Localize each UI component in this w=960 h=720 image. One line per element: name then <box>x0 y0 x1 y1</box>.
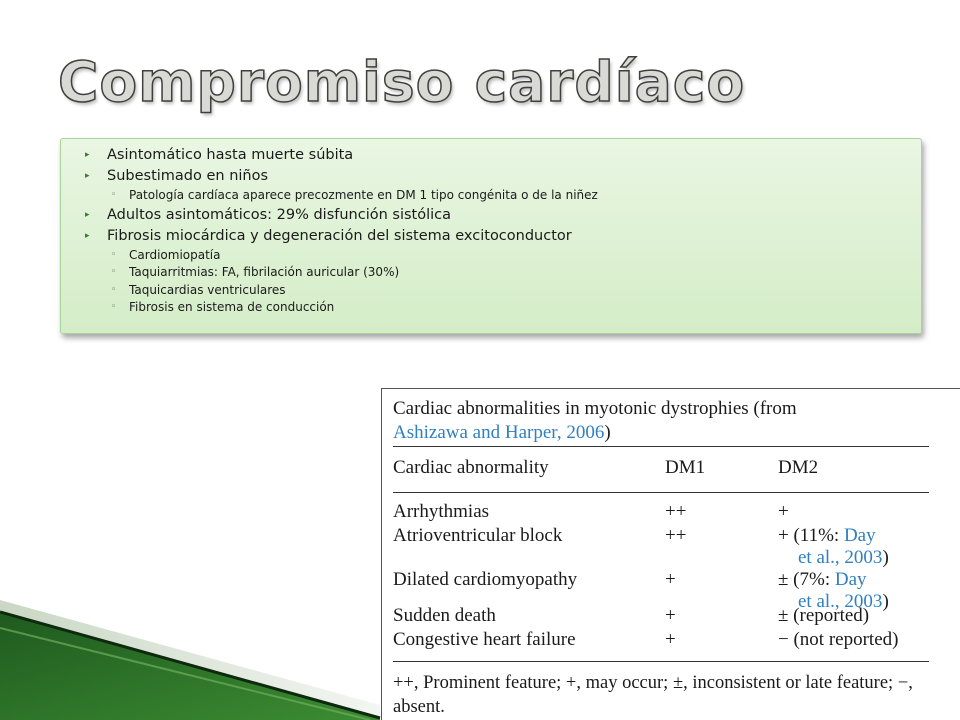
dm2-value: + <box>778 501 789 522</box>
sub-bullet-item <box>83 264 921 282</box>
table-title-close: ) <box>604 422 611 443</box>
table-cell-abnormality: Sudden death <box>393 605 496 626</box>
table-title-text: Cardiac abnormalities in myotonic dystrophies (from <box>393 398 797 419</box>
table-cell-dm2 <box>778 629 898 651</box>
dm2-value: ± (7%: <box>778 569 835 590</box>
bullet-text: Fibrosis en sistema de conducción <box>129 300 335 314</box>
table-cell-dm1: ++ <box>665 525 687 546</box>
dm2-value: − (not reported) <box>778 629 899 650</box>
table-cell-dm2 <box>778 569 867 591</box>
table-cell-abnormality: Dilated cardiomyopathy <box>393 569 578 590</box>
sub-bullet-item <box>83 282 921 300</box>
circle-bullet-icon: ◦ <box>111 249 117 260</box>
table-cell-dm2 <box>778 525 876 547</box>
table-rule-bottom <box>393 661 929 662</box>
slide-title: Compromiso cardíaco <box>58 50 746 114</box>
table-cell-abnormality: Arrhythmias <box>393 501 490 522</box>
table-cell-dm2 <box>778 501 789 523</box>
column-header-dm2: DM2 <box>778 457 819 478</box>
table-cell-dm2 <box>778 605 869 627</box>
column-header-dm1: DM1 <box>665 457 706 478</box>
table-footnote: ++, Prominent feature; +, may occur; ±, inconsistent or late feature; −, absent. <box>393 673 913 717</box>
triangle-bullet-icon: ▸ <box>85 230 90 241</box>
bullet-text: Adultos asintomáticos: 29% disfunción sistólica <box>107 206 452 223</box>
table-cell-dm1: + <box>665 629 676 650</box>
bullet-text: Taquiarritmias: FA, fibrilación auricular (30%) <box>129 265 400 279</box>
table-rule-header <box>393 492 929 493</box>
sub-bullet-item <box>83 187 921 205</box>
bullet-text: Subestimado en niños <box>107 168 269 184</box>
table-cell-dm1: + <box>665 605 676 626</box>
bullet-list-box <box>60 138 922 334</box>
bullet-item <box>83 226 921 247</box>
table-cell-dm1: ++ <box>665 501 687 522</box>
dm2-citation-link[interactable]: Day <box>834 569 867 590</box>
sub-bullet-item <box>83 247 921 265</box>
dm2-value: + (11%: <box>778 525 844 546</box>
table-title-citation-link[interactable]: Ashizawa and Harper, 2006 <box>393 422 605 443</box>
table-title <box>393 397 933 445</box>
bullet-item <box>83 205 921 226</box>
bullet-text: Asintomático hasta muerte súbita <box>107 147 354 163</box>
column-header-abnormality: Cardiac abnormality <box>393 457 549 478</box>
table-cell-dm2-continued <box>798 547 889 569</box>
sub-bullet-item <box>83 299 921 317</box>
dm2-close-paren: ) <box>882 591 889 612</box>
bullet-text: Cardiomiopatía <box>129 247 221 262</box>
bullet-item <box>83 145 921 166</box>
circle-bullet-icon: ◦ <box>111 284 117 295</box>
table-cell-abnormality: Congestive heart failure <box>393 629 576 650</box>
circle-bullet-icon: ◦ <box>111 302 117 312</box>
triangle-bullet-icon: ▸ <box>85 171 90 181</box>
bullet-item <box>83 166 921 187</box>
triangle-bullet-icon: ▸ <box>85 209 90 220</box>
circle-bullet-icon: ◦ <box>111 190 117 200</box>
bullet-text: Patología cardíaca aparece precozmente en DM 1 tipo congénita o de la niñez <box>129 188 598 202</box>
reference-table <box>381 388 960 720</box>
dm2-citation-link-continued[interactable]: et al., 2003 <box>798 591 883 612</box>
triangle-bullet-icon: ▸ <box>85 150 90 160</box>
table-cell-abnormality: Atrioventricular block <box>393 525 563 546</box>
dm2-value: ± (reported) <box>778 605 870 626</box>
dm2-citation-link-continued[interactable]: et al., 2003 <box>798 547 883 568</box>
table-rule-top <box>393 446 929 447</box>
dm2-close-paren: ) <box>882 547 889 568</box>
table-cell-dm1: + <box>665 569 676 590</box>
bullet-text: Fibrosis miocárdica y degeneración del sistema excitoconductor <box>107 227 572 244</box>
circle-bullet-icon: ◦ <box>111 267 117 277</box>
bullet-text: Taquicardias ventriculares <box>129 282 286 297</box>
dm2-citation-link[interactable]: Day <box>843 525 876 546</box>
